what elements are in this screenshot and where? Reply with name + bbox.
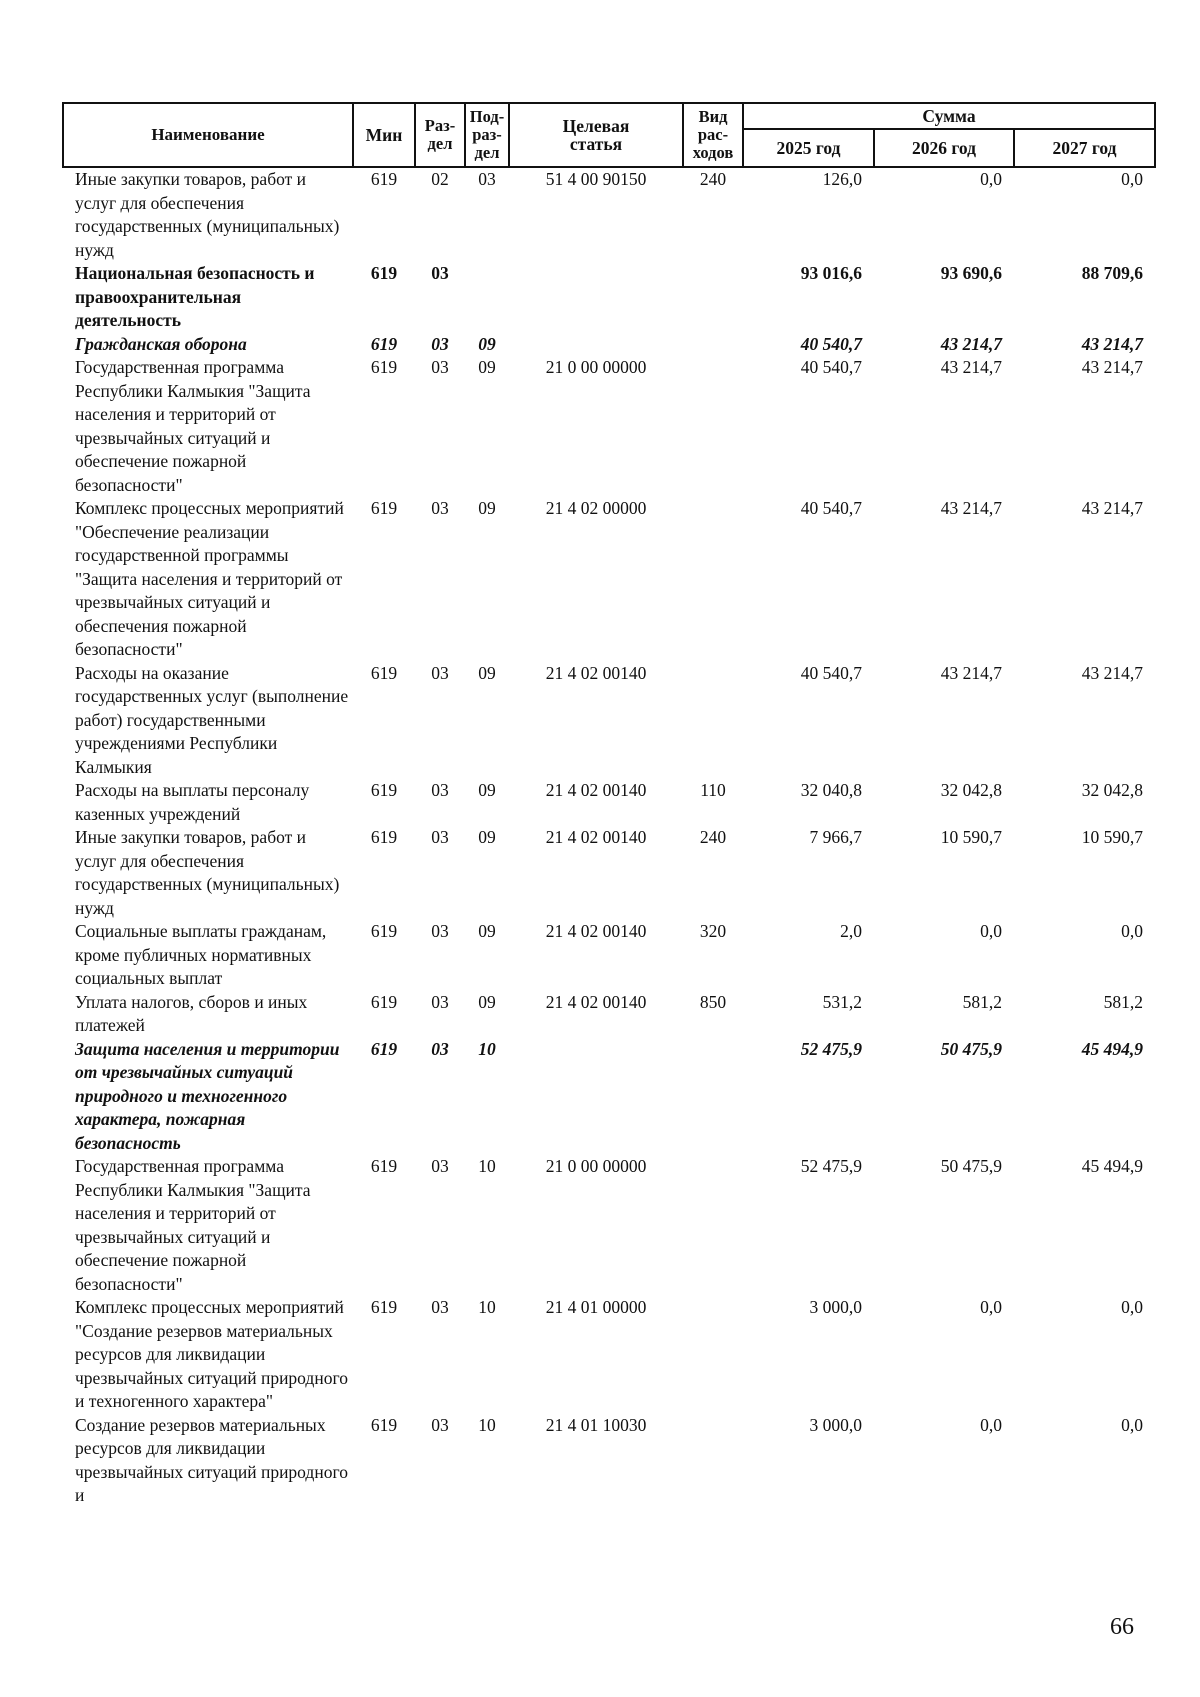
row-sum-2026: 10 590,7 (940, 827, 1002, 847)
row-sum-2026: 0,0 (980, 169, 1002, 189)
row-sum-2025: 40 540,7 (800, 357, 862, 377)
row-target: 21 4 01 10030 (545, 1414, 647, 1435)
row-sum-2026: 43 214,7 (940, 498, 1002, 518)
row-podrazdel: 09 (478, 498, 496, 518)
row-sum-2027: 43 214,7 (1081, 498, 1143, 518)
row-target: 21 4 02 00140 (545, 991, 647, 1012)
row-name: Иные закупки товаров, работ и услуг для обеспечения государственных (муниципальных) нужд (75, 169, 340, 260)
header-min: Мин (353, 103, 415, 167)
row-podrazdel: 09 (478, 827, 496, 847)
page-number: 66 (1110, 1614, 1134, 1640)
row-razdel: 03 (431, 780, 449, 800)
row-sum-2025: 531,2 (822, 991, 862, 1012)
table-row (63, 1038, 1155, 1156)
header-vid: Вид рас- ходов (683, 103, 743, 167)
row-sum-2025: 52 475,9 (800, 1038, 862, 1059)
row-razdel: 03 (431, 1156, 449, 1176)
table-row (63, 1296, 1155, 1414)
row-podrazdel: 03 (478, 169, 496, 189)
row-target: 21 0 00 00000 (545, 1156, 647, 1176)
row-sum-2026: 43 214,7 (940, 357, 1002, 377)
row-vid (683, 1414, 743, 1508)
row-sum-2026: 32 042,8 (940, 780, 1002, 800)
row-sum-2025: 40 540,7 (800, 498, 862, 518)
row-vid: 850 (699, 991, 727, 1012)
header-year-2026: 2026 год (874, 129, 1014, 167)
row-sum-2027: 0,0 (1121, 1414, 1143, 1435)
table-row (63, 262, 1155, 333)
row-vid: 240 (699, 169, 727, 189)
row-razdel: 03 (431, 263, 449, 283)
table-row (63, 779, 1155, 826)
row-razdel: 03 (431, 1297, 449, 1317)
row-razdel: 02 (431, 169, 449, 189)
row-vid (683, 497, 743, 662)
row-podrazdel: 09 (478, 662, 496, 683)
row-sum-2027: 43 214,7 (1081, 333, 1143, 354)
row-name: Уплата налогов, сборов и иных платежей (75, 991, 308, 1035)
row-min: 619 (370, 827, 398, 847)
row-sum-2027: 0,0 (1121, 169, 1143, 189)
row-sum-2025: 40 540,7 (800, 662, 862, 683)
header-target: Целевая статья (509, 103, 683, 167)
row-sum-2027: 0,0 (1121, 1297, 1143, 1317)
row-razdel: 03 (431, 662, 449, 683)
row-vid (683, 333, 743, 357)
row-name: Государственная программа Республики Калмыкия "Защита населения и территорий от чрезвычайных ситуаций и обеспечение пожарной безопасности" (75, 357, 311, 495)
row-sum-2025: 32 040,8 (800, 780, 862, 800)
row-target: 21 0 00 00000 (545, 357, 647, 377)
header-year-2025: 2025 год (743, 129, 874, 167)
table-row (63, 1155, 1155, 1296)
row-podrazdel: 10 (478, 1414, 496, 1435)
row-sum-2026: 50 475,9 (940, 1038, 1002, 1059)
row-podrazdel (465, 262, 509, 333)
row-podrazdel: 09 (478, 333, 496, 354)
header-summa: Сумма (743, 103, 1155, 129)
row-podrazdel: 10 (478, 1156, 496, 1176)
row-razdel: 03 (431, 1038, 449, 1059)
row-name: Социальные выплаты гражданам, кроме публичных нормативных социальных выплат (75, 921, 327, 988)
header-name: Наименование (63, 103, 353, 167)
row-sum-2027: 43 214,7 (1081, 357, 1143, 377)
row-sum-2025: 2,0 (840, 921, 862, 941)
row-sum-2027: 581,2 (1103, 991, 1143, 1012)
table-row (63, 662, 1155, 780)
row-vid (683, 1038, 743, 1156)
row-name: Расходы на оказание государственных услуг (выполнение работ) государственными учреждениями Республики Калмыкия (75, 662, 349, 777)
row-min: 619 (370, 1414, 398, 1435)
table-row (63, 497, 1155, 662)
row-vid: 240 (699, 827, 727, 847)
row-sum-2026: 43 214,7 (940, 333, 1002, 354)
row-min: 619 (370, 991, 398, 1012)
budget-table (62, 102, 1156, 1508)
row-razdel: 03 (431, 921, 449, 941)
row-target: 21 4 02 00140 (545, 827, 647, 847)
row-vid (683, 262, 743, 333)
row-target: 21 4 02 00140 (545, 662, 647, 683)
row-target: 21 4 02 00140 (545, 780, 647, 800)
row-podrazdel: 10 (478, 1297, 496, 1317)
row-vid (683, 662, 743, 780)
row-target (509, 1038, 683, 1156)
row-sum-2025: 93 016,6 (800, 263, 862, 283)
row-vid: 110 (700, 780, 726, 800)
row-min: 619 (370, 1297, 398, 1317)
row-vid (683, 1296, 743, 1414)
row-target: 21 4 01 00000 (545, 1297, 647, 1317)
row-name: Государственная программа Республики Калмыкия "Защита населения и территорий от чрезвычайных ситуаций и обеспечение пожарной безопасности" (75, 1156, 311, 1294)
row-name: Создание резервов материальных ресурсов для ликвидации чрезвычайных ситуаций природного и (75, 1414, 348, 1505)
row-name: Защита населения и территории от чрезвычайных ситуаций природного и техногенного характера, пожарная безопасность (75, 1038, 340, 1153)
row-podrazdel: 09 (478, 780, 496, 800)
row-razdel: 03 (431, 827, 449, 847)
row-name: Расходы на выплаты персоналу казенных учреждений (75, 780, 310, 824)
table-header (63, 103, 1155, 167)
row-sum-2026: 581,2 (962, 991, 1002, 1012)
row-podrazdel: 09 (478, 357, 496, 377)
table-row (63, 356, 1155, 497)
header-podrazdel: Под- раз- дел (465, 103, 509, 167)
table-row (63, 991, 1155, 1038)
header-razdel: Раз- дел (415, 103, 465, 167)
row-vid (683, 356, 743, 497)
row-podrazdel: 09 (478, 991, 496, 1012)
table-row (63, 826, 1155, 920)
row-sum-2026: 50 475,9 (940, 1156, 1002, 1176)
row-name: Гражданская оборона (75, 333, 247, 354)
row-min: 619 (370, 780, 398, 800)
row-sum-2025: 3 000,0 (809, 1297, 862, 1317)
row-sum-2026: 0,0 (980, 1297, 1002, 1317)
header-year-2027: 2027 год (1014, 129, 1155, 167)
row-razdel: 03 (431, 357, 449, 377)
table-row (63, 167, 1155, 262)
row-target (509, 262, 683, 333)
row-target: 21 4 02 00140 (545, 921, 647, 941)
row-razdel: 03 (431, 498, 449, 518)
row-vid: 320 (699, 921, 727, 941)
row-sum-2026: 0,0 (980, 1414, 1002, 1435)
row-sum-2026: 93 690,6 (940, 263, 1002, 283)
budget-sheet (62, 102, 1154, 1508)
row-min: 619 (370, 498, 398, 518)
table-row (63, 333, 1155, 357)
row-name: Иные закупки товаров, работ и услуг для обеспечения государственных (муниципальных) нужд (75, 827, 340, 918)
row-name: Национальная безопасность и правоохранительная деятельность (75, 263, 315, 330)
row-min: 619 (370, 169, 398, 189)
row-vid (683, 1155, 743, 1296)
row-min: 619 (370, 1038, 398, 1059)
row-sum-2027: 0,0 (1121, 921, 1143, 941)
row-min: 619 (370, 263, 398, 283)
row-sum-2027: 10 590,7 (1081, 827, 1143, 847)
row-sum-2025: 7 966,7 (809, 827, 862, 847)
row-razdel: 03 (431, 991, 449, 1012)
row-podrazdel: 10 (478, 1038, 496, 1059)
row-sum-2027: 32 042,8 (1081, 780, 1143, 800)
row-sum-2026: 0,0 (980, 921, 1002, 941)
row-min: 619 (370, 333, 398, 354)
row-sum-2025: 126,0 (822, 169, 862, 189)
table-row (63, 920, 1155, 991)
row-sum-2025: 3 000,0 (809, 1414, 862, 1435)
row-min: 619 (370, 662, 398, 683)
row-sum-2027: 45 494,9 (1081, 1038, 1143, 1059)
row-sum-2025: 40 540,7 (800, 333, 862, 354)
table-body (63, 167, 1155, 1508)
row-sum-2027: 43 214,7 (1081, 662, 1143, 683)
row-sum-2025: 52 475,9 (800, 1156, 862, 1176)
row-min: 619 (370, 357, 398, 377)
row-name: Комплекс процессных мероприятий "Создание резервов материальных ресурсов для ликвидации чрезвычайных ситуаций природного и техногенного характера" (75, 1297, 348, 1411)
row-min: 619 (370, 921, 398, 941)
row-razdel: 03 (431, 1414, 449, 1435)
row-sum-2027: 45 494,9 (1081, 1156, 1143, 1176)
row-razdel: 03 (431, 333, 449, 354)
row-sum-2026: 43 214,7 (940, 662, 1002, 683)
row-target: 51 4 00 90150 (545, 169, 647, 189)
row-podrazdel: 09 (478, 921, 496, 941)
row-target: 21 4 02 00000 (545, 498, 647, 518)
row-min: 619 (370, 1156, 398, 1176)
row-name: Комплекс процессных мероприятий "Обеспечение реализации государственной программы "Защита населения и территорий от чрезвычайных ситуаций и обеспечения пожарной безопасности" (75, 498, 344, 659)
table-row (63, 1414, 1155, 1508)
row-target (509, 333, 683, 357)
row-sum-2027: 88 709,6 (1081, 263, 1143, 283)
